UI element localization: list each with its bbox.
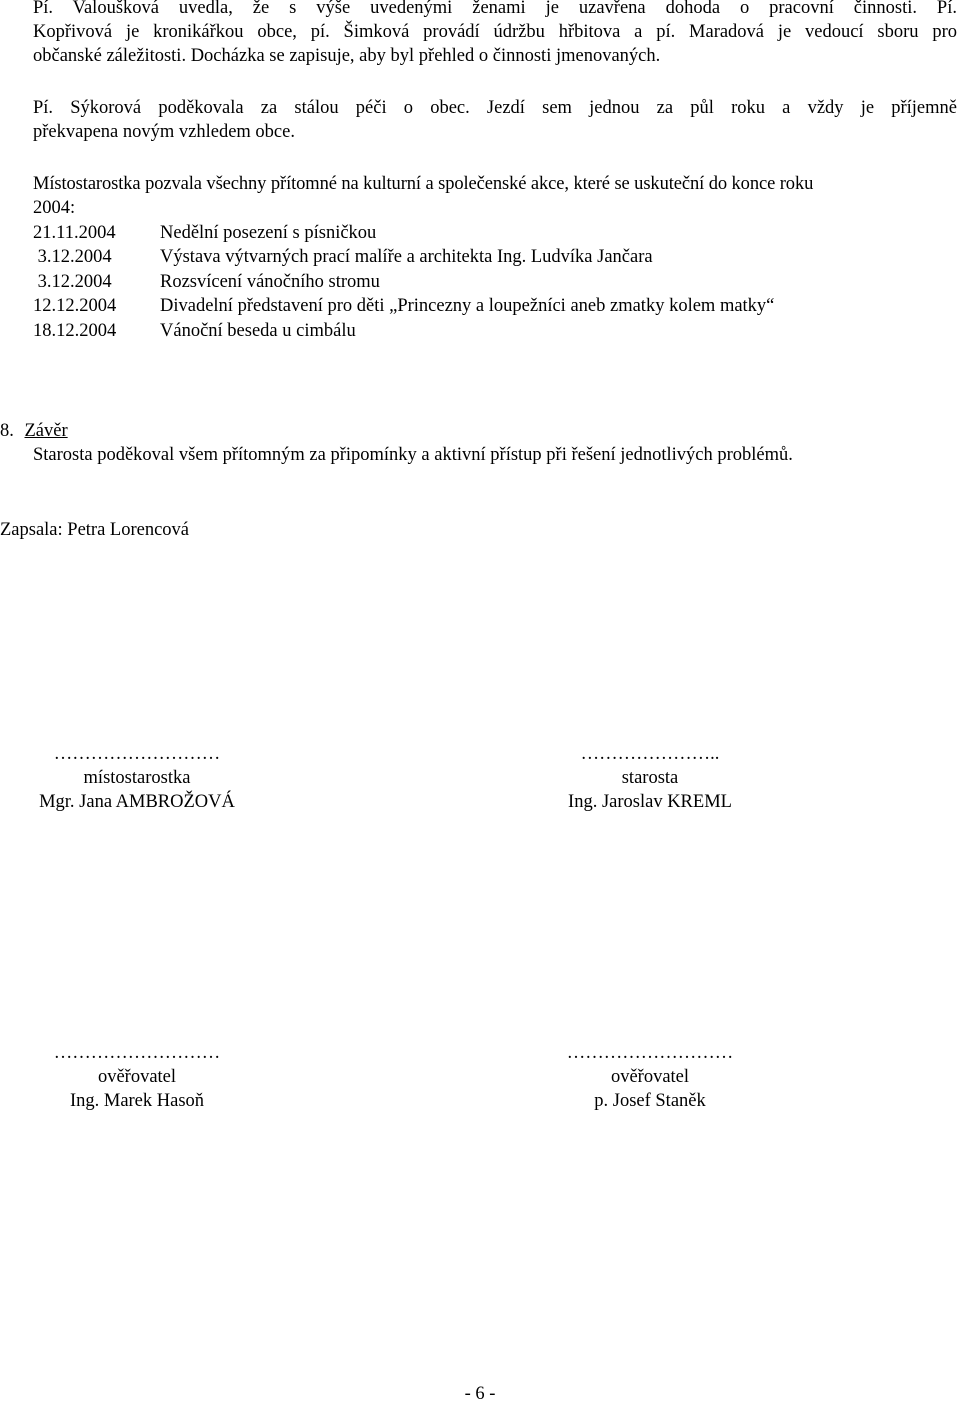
paragraph-line: překvapena novým vzhledem obce.: [33, 122, 295, 142]
signature-block-verifier-1: [32, 1041, 242, 1113]
paragraph-line: Pí. Sýkorová poděkovala za stálou péči o obec. Jezdí sem jednou za půl roku a vždy je příjemně: [33, 98, 957, 118]
signature-block-verifier-2: [540, 1041, 760, 1113]
section-number: 8.: [0, 421, 14, 441]
paragraph-line: 2004:: [33, 198, 76, 218]
recorder-line: Zapsala: Petra Lorencová: [0, 520, 190, 540]
signature-dots: ………………………: [53, 1043, 221, 1063]
page-number: - 6 -: [464, 1384, 496, 1404]
event-date: 3.12.2004: [33, 272, 112, 292]
signature-dots: ………………………: [566, 1043, 734, 1063]
event-title: Divadelní představení pro děti „Princezny a loupežníci aneb zmatky kolem matky“: [160, 296, 775, 316]
event-date: 3.12.2004: [33, 247, 112, 267]
signature-name: Ing. Marek Hasoň: [69, 1091, 205, 1111]
signature-role: ověřovatel: [97, 1067, 177, 1087]
section-text: Starosta poděkoval všem přítomným za připomínky a aktivní přístup při řešení jednotlivých problémů.: [33, 445, 793, 465]
signature-name: Mgr. Jana AMBROŽOVÁ: [39, 792, 235, 812]
event-date: 12.12.2004: [33, 296, 117, 316]
signature-role: starosta: [621, 768, 679, 788]
signature-dots: ………………………: [53, 744, 221, 764]
event-date: 21.11.2004: [33, 223, 116, 243]
signature-role: místostarostka: [83, 768, 191, 788]
paragraph-line: Místostarostka pozvala všechny přítomné na kulturní a společenské akce, které se uskuteční do konce roku: [33, 174, 814, 194]
section-heading: [0, 420, 68, 442]
signature-block-mayor: [540, 742, 760, 814]
signature-role: ověřovatel: [610, 1067, 690, 1087]
event-title: Nedělní posezení s písničkou: [160, 223, 377, 243]
paragraph-line: Pí. Valoušková uvedla, že s výše uvedenými ženami je uzavřena dohoda o pracovní činnosti. Pí.: [33, 0, 957, 18]
event-title: Výstava výtvarných prací malíře a architekta Ing. Ludvíka Jančara: [160, 247, 653, 267]
event-date: 18.12.2004: [33, 321, 117, 341]
event-title: Rozsvícení vánočního stromu: [160, 272, 380, 292]
paragraph-line: občanské záležitosti. Docházka se zapisuje, aby byl přehled o činnosti jmenovaných.: [33, 46, 661, 66]
paragraph-line: Kopřivová je kronikářkou obce, pí. Šimková provádí údržbu hřbitova a pí. Maradová je vedoucí sboru pro: [33, 22, 957, 42]
event-title: Vánoční beseda u cimbálu: [160, 321, 356, 341]
section-title: Závěr: [24, 421, 68, 441]
signature-name: p. Josef Staněk: [594, 1091, 706, 1111]
signature-block-deputy-mayor: [32, 742, 242, 814]
signature-name: Ing. Jaroslav KREML: [568, 792, 732, 812]
signature-dots: …………………..: [580, 744, 720, 764]
